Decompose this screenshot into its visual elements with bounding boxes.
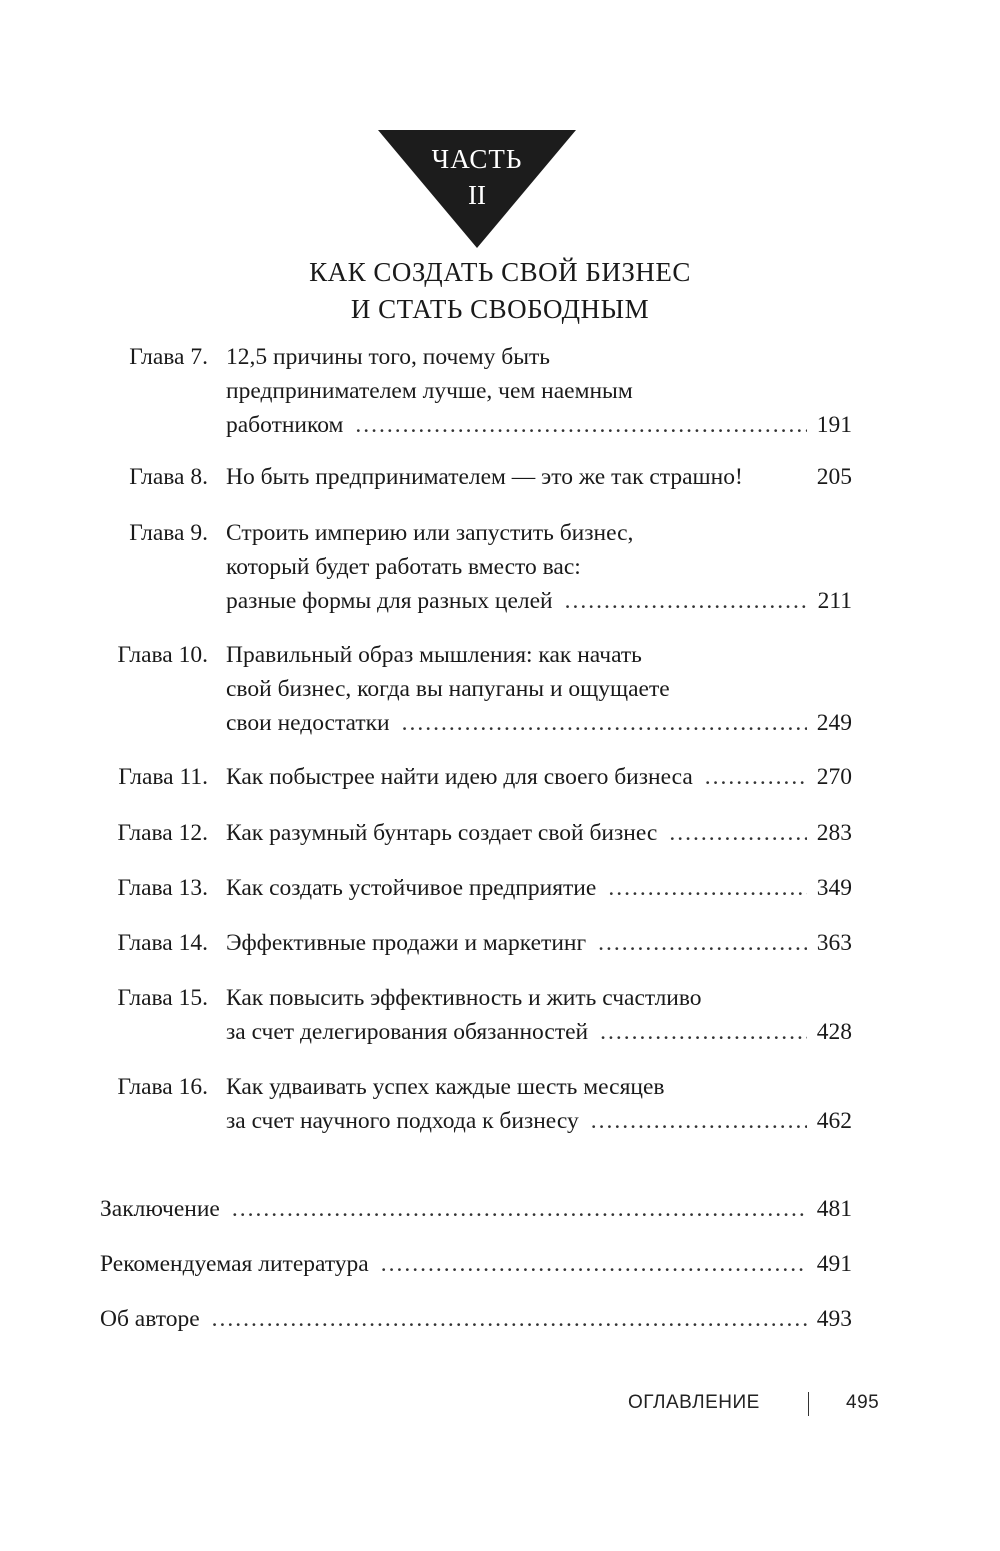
section-title-line-1: КАК СОЗДАТЬ СВОЙ БИЗНЕС bbox=[309, 257, 691, 287]
dot-leader bbox=[591, 1104, 807, 1138]
chapter-title-line: разные формы для разных целей bbox=[226, 588, 553, 614]
toc-entry-conclusion[interactable] bbox=[100, 1192, 852, 1226]
chapter-label: Глава 12. bbox=[117, 820, 208, 846]
page-number: 363 bbox=[816, 930, 852, 956]
part-badge bbox=[378, 130, 576, 248]
footer-divider bbox=[808, 1392, 809, 1416]
dot-leader bbox=[669, 816, 806, 850]
chapter-title-line: Как повысить эффективность и жить счастливо bbox=[226, 985, 702, 1011]
chapter-title-line: который будет работать вместо вас: bbox=[226, 554, 581, 580]
page-number: 191 bbox=[816, 412, 852, 438]
page-number: 428 bbox=[816, 1019, 852, 1045]
page-number: 349 bbox=[816, 875, 852, 901]
folio-page-number: 495 bbox=[846, 1392, 880, 1413]
chapter-title-line: 12,5 причины того, почему быть bbox=[226, 344, 550, 370]
dot-leader bbox=[232, 1192, 807, 1226]
page-number: 462 bbox=[816, 1108, 852, 1134]
dot-leader bbox=[381, 1247, 807, 1281]
dot-leader bbox=[600, 1015, 807, 1049]
dot-leader bbox=[402, 706, 807, 740]
chapter-label: Глава 10. bbox=[117, 642, 208, 668]
dot-leader bbox=[212, 1302, 807, 1336]
running-title: ОГЛАВЛЕНИЕ bbox=[628, 1392, 760, 1413]
running-footer bbox=[624, 1390, 894, 1420]
dot-leader bbox=[565, 584, 808, 618]
chapter-title-line: Правильный образ мышления: как начать bbox=[226, 642, 642, 668]
page-number: 481 bbox=[816, 1196, 852, 1222]
backmatter-title: Заключение bbox=[100, 1196, 220, 1222]
dot-leader bbox=[705, 760, 807, 794]
chapter-title-line: Как удваивать успех каждые шесть месяцев bbox=[226, 1074, 665, 1100]
chapter-title-line: Строить империю или запустить бизнес, bbox=[226, 520, 634, 546]
toc-entry-recommended-reading[interactable] bbox=[100, 1247, 852, 1281]
page-number: 493 bbox=[816, 1306, 852, 1332]
chapter-label: Глава 16. bbox=[117, 1074, 208, 1100]
chapter-title-line: Как разумный бунтарь создает свой бизнес bbox=[226, 820, 658, 846]
page-number: 211 bbox=[817, 588, 852, 614]
backmatter-title: Об авторе bbox=[100, 1306, 200, 1332]
dot-leader bbox=[355, 408, 806, 442]
chapter-title-line: Эффективные продажи и маркетинг bbox=[226, 930, 587, 956]
part-number: II bbox=[468, 180, 486, 210]
backmatter-title: Рекомендуемая литература bbox=[100, 1251, 369, 1277]
toc-entry-about-author[interactable] bbox=[100, 1302, 852, 1336]
chapter-title-line: за счет делегирования обязанностей bbox=[226, 1019, 589, 1045]
section-title-line-2: И СТАТЬ СВОБОДНЫМ bbox=[350, 294, 650, 324]
chapter-label: Глава 11. bbox=[118, 764, 208, 790]
dot-leader bbox=[608, 871, 806, 905]
chapter-title-line: свои недостатки bbox=[226, 710, 390, 736]
chapter-title-line: Как создать устойчивое предприятие bbox=[226, 875, 597, 901]
chapter-title-line: работником bbox=[226, 412, 344, 438]
chapter-label: Глава 9. bbox=[129, 520, 208, 546]
chapter-title-line: Как побыстрее найти идею для своего бизнеса bbox=[226, 764, 693, 790]
chapter-label: Глава 7. bbox=[129, 344, 208, 370]
section-title bbox=[0, 254, 1000, 328]
chapter-title-line: свой бизнес, когда вы напуганы и ощущаете bbox=[226, 676, 670, 702]
chapter-title-line: за счет научного подхода к бизнесу bbox=[226, 1108, 579, 1134]
chapter-label: Глава 14. bbox=[117, 930, 208, 956]
page-number: 283 bbox=[816, 820, 852, 846]
chapter-title-line: Но быть предпринимателем — это же так страшно! bbox=[226, 464, 743, 490]
part-word: ЧАСТЬ bbox=[431, 144, 523, 174]
chapter-label: Глава 8. bbox=[129, 464, 208, 490]
page-number: 205 bbox=[816, 464, 852, 490]
chapter-title-line: предпринимателем лучше, чем наемным bbox=[226, 378, 633, 404]
chapter-label: Глава 15. bbox=[117, 985, 208, 1011]
page-number: 491 bbox=[816, 1251, 852, 1277]
page-number: 249 bbox=[816, 710, 852, 736]
page-number: 270 bbox=[816, 764, 852, 790]
chapter-label: Глава 13. bbox=[117, 875, 208, 901]
dot-leader bbox=[598, 926, 807, 960]
